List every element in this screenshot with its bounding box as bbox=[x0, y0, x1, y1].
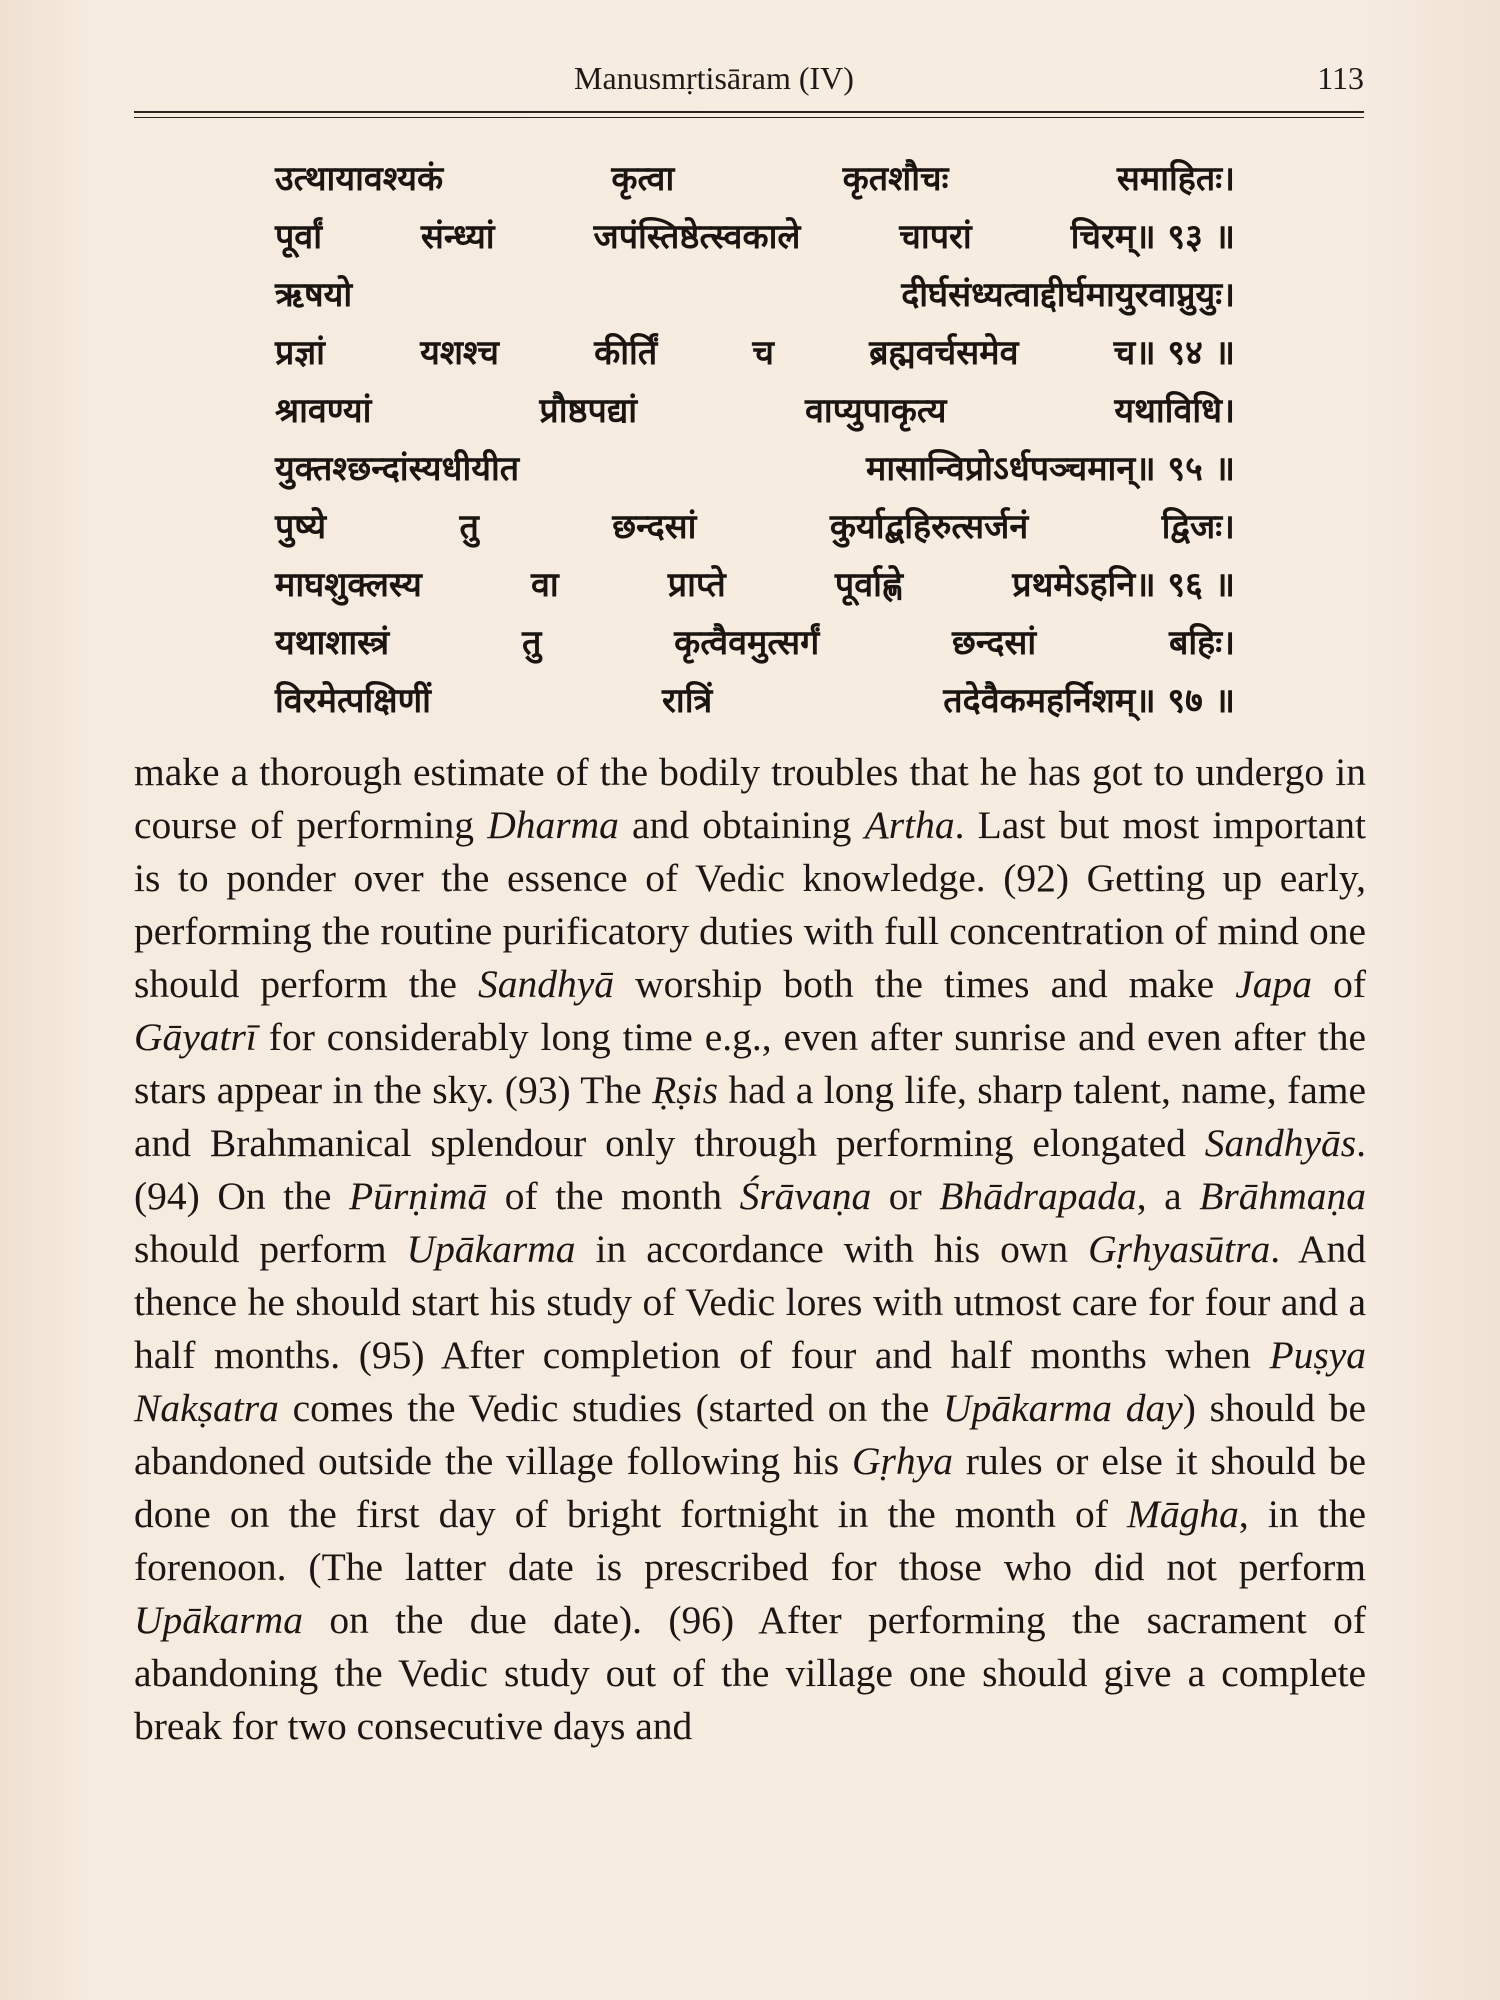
verse-line bbox=[275, 206, 1235, 264]
prose-text: of the month bbox=[487, 1174, 740, 1218]
italic-term: Māgha bbox=[1126, 1492, 1239, 1536]
running-head bbox=[134, 60, 1364, 104]
verse-word: माघशुक्लस्य bbox=[275, 565, 422, 605]
verse-word: वा bbox=[530, 565, 559, 605]
verse-word: प्रज्ञां bbox=[275, 333, 325, 373]
prose-text: comes the Vedic studies (started on the bbox=[278, 1386, 944, 1430]
verse-line bbox=[275, 148, 1235, 206]
verse-word: चापरां bbox=[899, 217, 972, 257]
italic-term: Upākarma day bbox=[943, 1386, 1183, 1430]
verse-line bbox=[275, 612, 1235, 670]
prose-text: on the due date). (96) After performing the sacrament of abandoning the Vedic study out of the village one should give a complete break for two consecutive days and bbox=[134, 1598, 1366, 1748]
italic-term: Upākarma bbox=[406, 1227, 576, 1271]
verse-word: बहिः। bbox=[1168, 623, 1235, 663]
verse-word: ब्रह्मवर्चसमेव bbox=[869, 333, 1019, 373]
prose-text: or bbox=[871, 1174, 940, 1218]
prose-text: ) should be abandoned outside the village following his bbox=[134, 1386, 1366, 1483]
prose-text: had a long life, sharp talent, name, fame and Brahmanical splendour only through performing elongated bbox=[134, 1068, 1366, 1165]
prose-text: and obtaining bbox=[618, 803, 865, 847]
verse-word: च bbox=[752, 333, 774, 373]
prose-text: in accordance with his own bbox=[575, 1227, 1089, 1271]
verse-word: च॥ ९४ ॥ bbox=[1113, 333, 1235, 373]
verse-line bbox=[275, 438, 1235, 496]
prose-text: worship both the times and make bbox=[614, 962, 1236, 1006]
prose-text: . (94) On the bbox=[134, 1121, 1366, 1218]
verse-word: यथाविधि। bbox=[1114, 391, 1235, 431]
italic-term: Bhādrapada bbox=[939, 1174, 1137, 1218]
header-rule bbox=[134, 111, 1364, 113]
italic-term: Gṛhyasūtra bbox=[1088, 1227, 1271, 1271]
verse-word: रात्रिं bbox=[661, 681, 713, 721]
verse-word: युक्तश्छन्दांस्यधीयीत bbox=[275, 449, 520, 489]
verse-word: यशश्च bbox=[420, 333, 499, 373]
verse-word: प्राप्ते bbox=[667, 565, 726, 605]
italic-term: Pūrṇimā bbox=[349, 1174, 488, 1218]
italic-term: Sandhyās bbox=[1204, 1121, 1357, 1165]
italic-term: Gāyatrī bbox=[134, 1015, 257, 1059]
verse-line bbox=[275, 264, 1235, 322]
verse-word: छन्दसां bbox=[951, 623, 1037, 663]
verse-word: संन्ध्यां bbox=[420, 217, 495, 257]
verse-word: चिरम्॥ ९३ ॥ bbox=[1070, 217, 1235, 257]
verse-word: जपंस्तिष्ठेत्स्वकाले bbox=[593, 217, 801, 257]
prose-text: rules or else it should be done on the first day of bright fortnight in the month of bbox=[134, 1439, 1366, 1536]
verse-word: तु bbox=[521, 623, 542, 663]
italic-term: Japa bbox=[1235, 962, 1313, 1006]
italic-term: Dharma bbox=[487, 803, 619, 847]
verse-word: विरमेत्पक्षिणीं bbox=[275, 681, 431, 721]
verse-line bbox=[275, 554, 1235, 612]
verse-word: प्रौष्ठपद्यां bbox=[539, 391, 638, 431]
header-rule-thin bbox=[134, 117, 1364, 118]
prose-text: of bbox=[1312, 962, 1366, 1006]
verse-word: ऋषयो bbox=[275, 275, 353, 315]
prose-text: , in the forenoon. (The latter date is prescribed for those who did not perform bbox=[134, 1492, 1366, 1589]
verse-word: उत्थायावश्यकं bbox=[275, 159, 444, 199]
italic-term: Artha bbox=[864, 803, 955, 847]
prose-text: . And thence he should start his study of Vedic lores with utmost care for four and a half months. (95) After completion of four and half months when bbox=[134, 1227, 1366, 1377]
verse-word: समाहितः। bbox=[1116, 159, 1235, 199]
running-title: Manusmṛtisāram (IV) bbox=[574, 60, 854, 96]
verse-word: छन्दसां bbox=[612, 507, 697, 547]
verse-word: पूर्वां bbox=[275, 217, 323, 257]
prose-text: . Last but most important is to ponder over the essence of Vedic knowledge. (92) Getting up early, performing the routine purificatory duties with full concentration of mind one should perform the bbox=[134, 803, 1367, 1006]
verse-word: तु bbox=[459, 507, 479, 547]
translation-paragraph bbox=[134, 746, 1366, 1753]
prose-text: make a thorough estimate of the bodily troubles that he has got to undergo in course of performing bbox=[134, 750, 1366, 847]
verse-word: पुष्ये bbox=[275, 507, 327, 547]
verse-word: कीर्तिं bbox=[594, 333, 658, 373]
verse-word: प्रथमेऽहनि॥ ९६ ॥ bbox=[1012, 565, 1235, 605]
verse-word: कुर्याद्बहिरुत्सर्जनं bbox=[829, 507, 1029, 547]
prose-text: , a bbox=[1136, 1174, 1200, 1218]
prose-text: should perform bbox=[134, 1227, 407, 1271]
prose-text: for considerably long time e.g., even after sunrise and even after the stars appear in the sky. (93) The bbox=[134, 1015, 1366, 1112]
verse-word: कृत्वा bbox=[611, 159, 675, 199]
verse-line bbox=[275, 322, 1235, 380]
italic-term: Upākarma bbox=[134, 1598, 303, 1642]
verse-word: यथाशास्त्रं bbox=[275, 623, 390, 663]
verse-word: मासान्विप्रोऽर्धपञ्चमान्॥ ९५ ॥ bbox=[866, 449, 1235, 489]
italic-term: Brāhmaṇa bbox=[1199, 1174, 1367, 1218]
italic-term: Gṛhya bbox=[852, 1439, 953, 1483]
verse-line bbox=[275, 380, 1235, 438]
italic-term: Ṛṣis bbox=[652, 1068, 718, 1112]
italic-term: Śrāvaṇa bbox=[739, 1174, 872, 1218]
verse-word: श्रावण्यां bbox=[275, 391, 372, 431]
verse-word: कृतशौचः bbox=[842, 159, 949, 199]
italic-term: Puṣya Nakṣatra bbox=[134, 1333, 1366, 1430]
verse-line bbox=[275, 496, 1235, 554]
verse-word: दीर्घसंध्यत्वाद्दीर्घमायुरवाप्नुयुः। bbox=[901, 275, 1235, 315]
verse-word: वाप्युपाकृत्य bbox=[805, 391, 947, 431]
italic-term: Sandhyā bbox=[477, 962, 615, 1006]
verse-word: तदेवैकमहर्निशम्॥ ९७ ॥ bbox=[943, 681, 1235, 721]
verse-word: द्विजः। bbox=[1161, 507, 1235, 547]
verse-word: पूर्वाह्णे bbox=[834, 565, 904, 605]
sanskrit-verses bbox=[275, 148, 1235, 728]
verse-word: कृत्वैवमुत्सर्गं bbox=[674, 623, 820, 663]
page-number: 113 bbox=[1317, 60, 1364, 96]
verse-line bbox=[275, 670, 1235, 728]
